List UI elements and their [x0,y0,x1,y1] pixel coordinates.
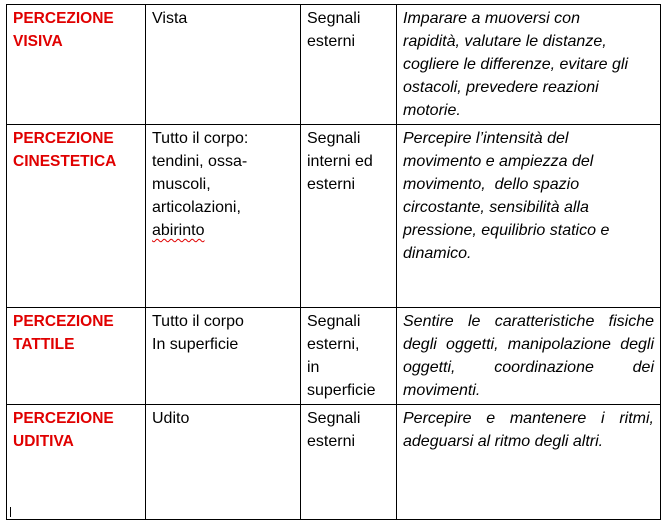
category-cell[interactable]: PERCEZIONE VISIVA [7,5,146,125]
description-cell[interactable]: Percepire e mantenere i ritmi, adeguarsi al ritmo degli altri. [397,405,661,520]
signals-cell[interactable]: Segnali esterni [301,405,397,520]
organ-cell[interactable]: Tutto il corpo In superficie [146,308,301,405]
signals-cell[interactable]: Segnali interni ed esterni [301,125,397,308]
table-row [7,125,661,308]
signals-cell[interactable]: Segnali esterni [301,5,397,125]
category-cell[interactable]: PERCEZIONE CINESTETICA [7,125,146,308]
perception-table [6,4,661,520]
description-cell[interactable]: Sentire le caratteristiche fisiche degli oggetti, manipolazione degli oggetti, coordinazione dei movimenti. [397,308,661,405]
organ-cell[interactable]: Vista [146,5,301,125]
organ-cell[interactable]: Tutto il corpo: tendini, ossa- muscoli, articolazioni, abirinto [146,125,301,308]
category-cell[interactable]: PERCEZIONE UDITIVA [7,405,146,520]
description-cell[interactable]: Percepire l’intensità del movimento e ampiezza del movimento, dello spazio circostante, sensibilità alla pressione, equilibrio statico e dinamico. [397,125,661,308]
table-row [7,308,661,405]
category-cell[interactable]: PERCEZIONE TATTILE [7,308,146,405]
misspelled-word[interactable]: abirinto [152,222,205,239]
signals-cell[interactable]: Segnali esterni, in superficie [301,308,397,405]
description-cell[interactable]: Imparare a muoversi con rapidità, valutare le distanze, cogliere le differenze, evitare gli ostacoli, prevedere reazioni motorie. [397,5,661,125]
table-row [7,405,661,520]
text-cursor [10,507,11,517]
organ-cell[interactable]: Udito [146,405,301,520]
table-row [7,5,661,125]
